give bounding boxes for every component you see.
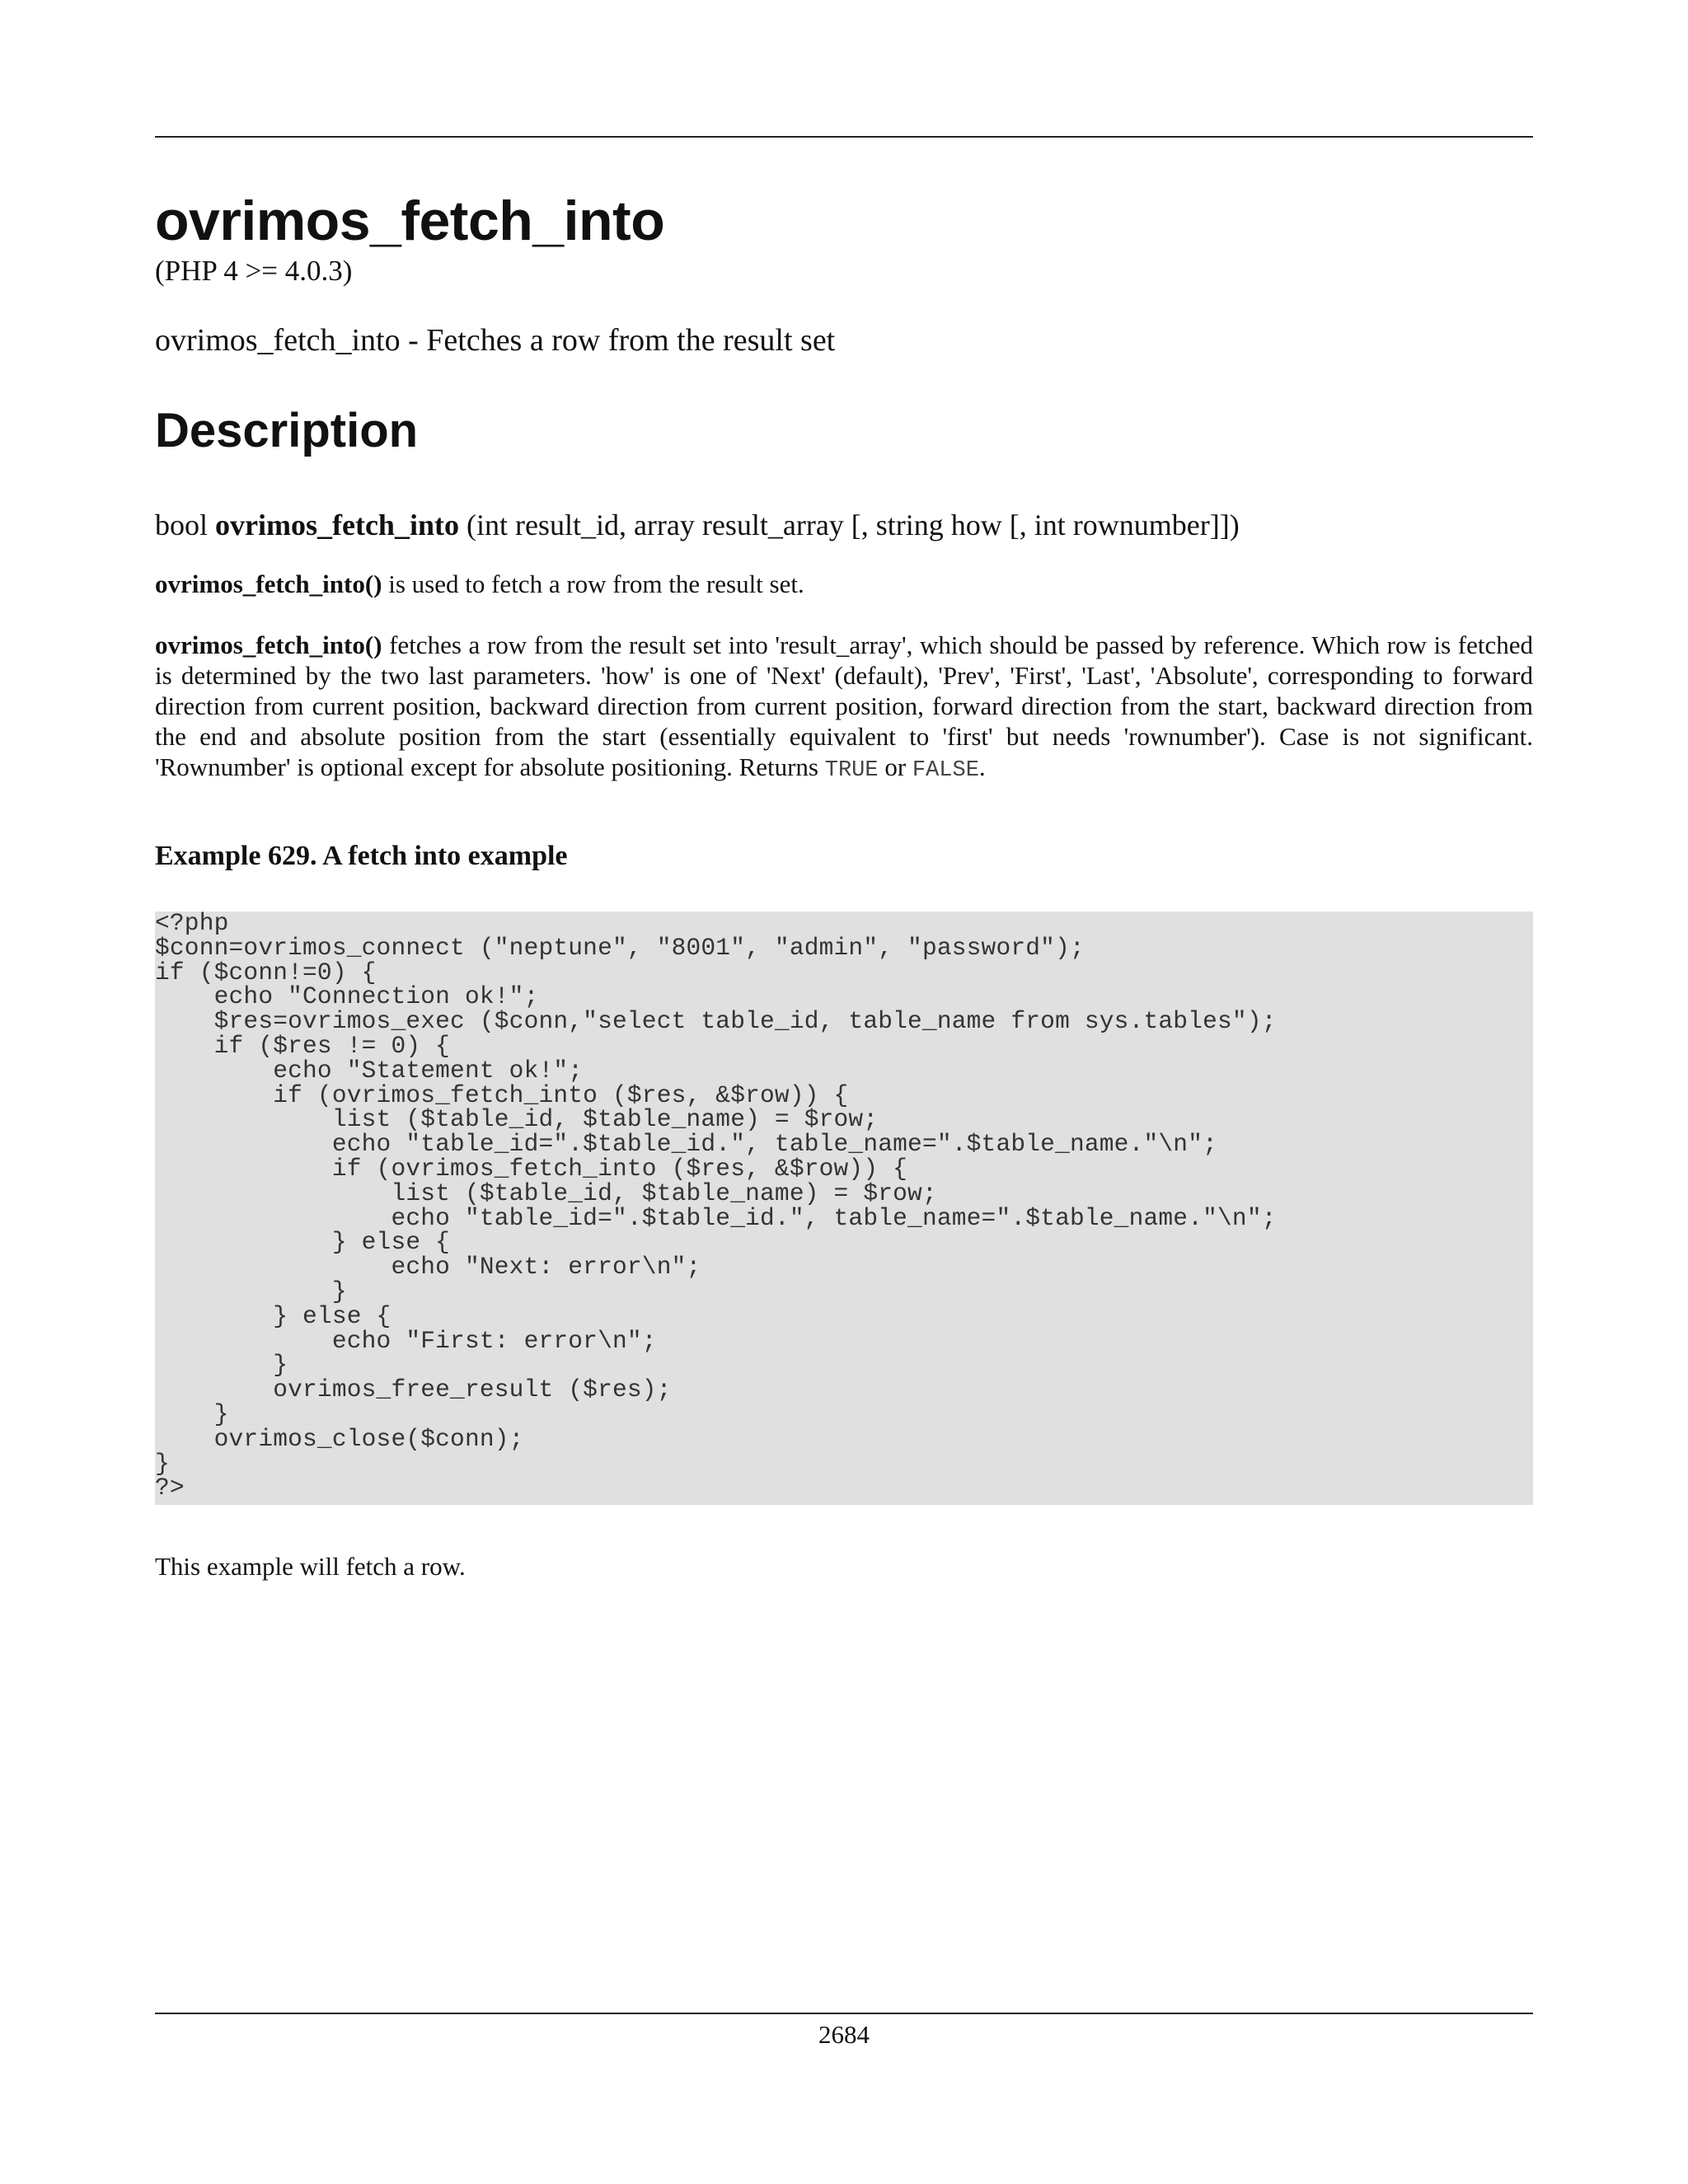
synopsis-return-type: bool [155,509,209,541]
paragraph-text-or: or [878,752,912,781]
example-title: Example 629. A fetch into example [155,841,568,871]
bottom-rule [155,2013,1533,2014]
code-example-block [155,909,1533,1505]
paragraph-end: . [978,752,986,781]
version-info: (PHP 4 >= 4.0.3) [155,255,353,287]
refname-purpose: ovrimos_fetch_into - Fetches a row from the result set [155,323,836,358]
paragraph-text: is used to fetch a row from the result set. [382,569,804,598]
example-note: This example will fetch a row. [155,1552,466,1581]
description-paragraph-2 [155,630,1533,786]
description-paragraph-1 [155,569,1533,600]
function-ref: ovrimos_fetch_into() [155,630,382,659]
code-listing: <?php $conn=ovrimos_connect ("neptune", "8001", "admin", "password"); if ($conn!=0) { echo "Connection ok!"; $res=ovrimos_exec ($conn,"select table_id, table_name from sys.tables"); if ($res != 0) { echo "Statement ok!"; if (ovrimos_fetch_into ($res, &$row)) { list ($table_id, $table_name) = $row; echo "table_id=".$table_id.", table_name=".$table_name."\n"; if (ovrimos_fetch_into ($res, &$row)) { list ($table_id, $table_name) = $row; echo "table_id=".$table_id.", table_name=".$table_name."\n"; } else { echo "Next: error\n"; } } else { echo "First: error\n"; } ovrimos_free_result ($res); } ovrimos_close($conn); } ?> [155,909,1277,1502]
false-constant: FALSE [912,758,979,783]
synopsis-function-name: ovrimos_fetch_into [215,509,459,541]
page-number: 2684 [818,2020,870,2049]
top-rule [155,136,1533,138]
function-ref: ovrimos_fetch_into() [155,569,382,598]
function-synopsis [155,507,1240,543]
true-constant: TRUE [824,758,879,783]
description-heading: Description [155,404,419,457]
page-title: ovrimos_fetch_into [155,190,665,252]
paragraph-text: fetches a row from the result set into 'result_array', which should be passed by reference. Which row is fetched is determined by the two last parameters. 'how' is one of 'Next' (default), 'Prev', 'First', 'Last', 'Absolute', corresponding to forward direction from current position, backward direction from current position, forward direction from the start, backward direction from the end and absolute position from the start (essentially equivalent to 'first' but needs 'rownumber'). Case is not significant. 'Rownumber' is optional except for absolute positioning. Returns [155,630,1533,781]
document-page [155,0,1533,2184]
synopsis-params: (int result_id, array result_array [, string how [, int rownumber]]) [466,509,1240,541]
